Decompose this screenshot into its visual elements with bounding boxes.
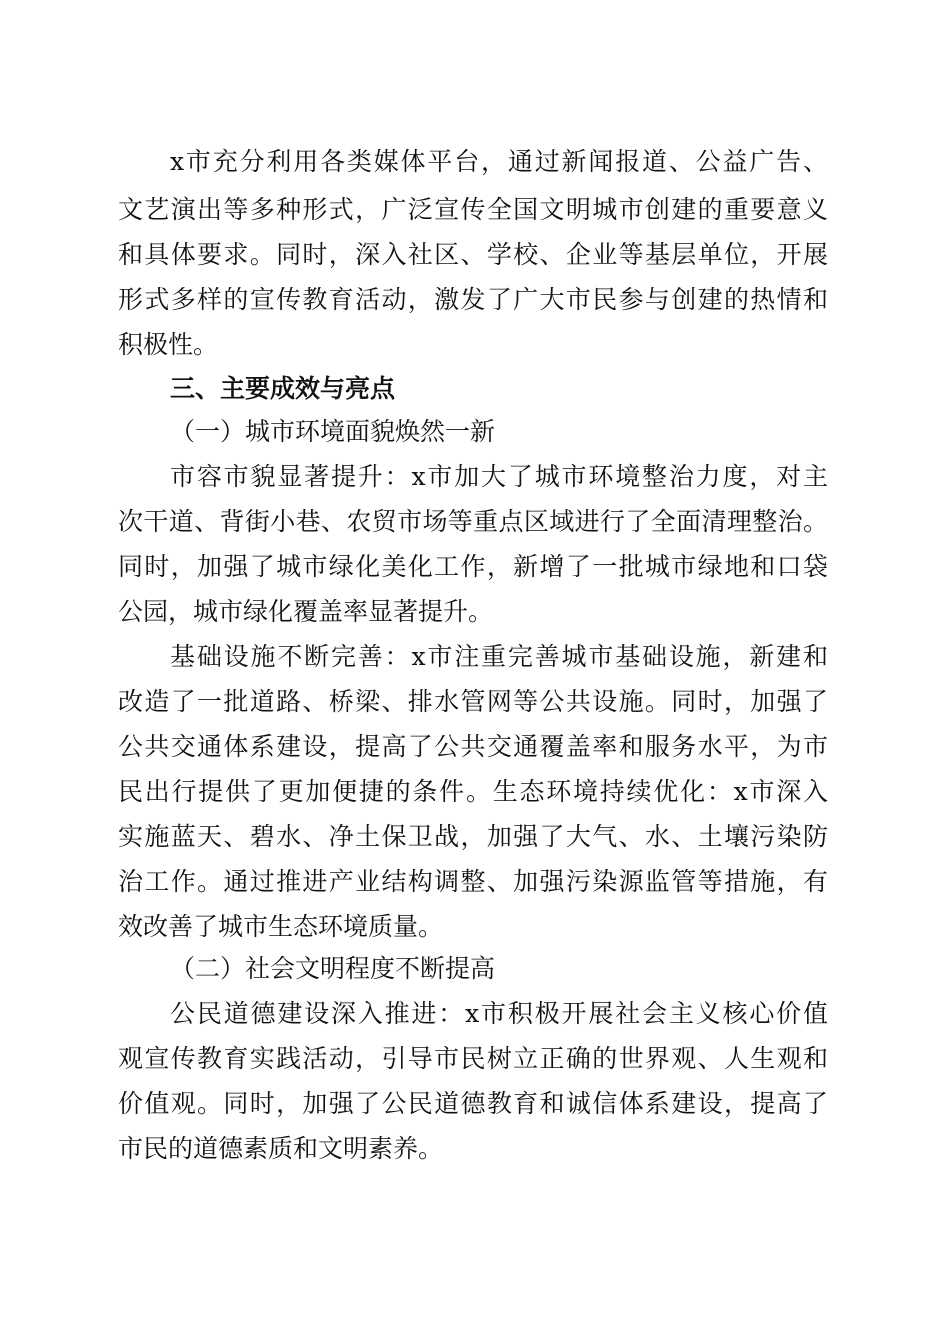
paragraph-4-line-4: 市民的道德素质和文明素养。: [118, 1134, 444, 1163]
paragraph-3-line-7: 效改善了城市生态环境质量。: [118, 912, 444, 941]
paragraph-3-line-5: 实施蓝天、碧水、净土保卫战，加强了大气、水、土壤污染防: [118, 822, 828, 851]
paragraph-2-line-3: 同时，加强了城市绿化美化工作，新增了一批城市绿地和口袋: [118, 552, 828, 581]
paragraph-3-line-2: 改造了一批道路、桥梁、排水管网等公共设施。同时，加强了: [118, 687, 828, 716]
paragraph-1-line-1: x市充分利用各类媒体平台，通过新闻报道、公益广告、: [170, 147, 828, 176]
paragraph-4-line-3: 价值观。同时，加强了公民道德教育和诚信体系建设，提高了: [118, 1089, 828, 1118]
paragraph-4-line-1: 公民道德建设深入推进：x市积极开展社会主义核心价值: [170, 999, 828, 1028]
paragraph-3-line-6: 治工作。通过推进产业结构调整、加强污染源监管等措施，有: [118, 867, 828, 896]
paragraph-4-line-2: 观宣传教育实践活动，引导市民树立正确的世界观、人生观和: [118, 1044, 828, 1073]
paragraph-3-line-3: 公共交通体系建设，提高了公共交通覆盖率和服务水平，为市: [118, 732, 828, 761]
paragraph-1-line-3: 和具体要求。同时，深入社区、学校、企业等基层单位，开展: [118, 240, 828, 269]
paragraph-2-line-2: 次干道、背街小巷、农贸市场等重点区域进行了全面清理整治。: [118, 507, 828, 536]
section-3-heading: 三、主要成效与亮点: [170, 374, 396, 403]
paragraph-1-line-5: 积极性。: [118, 330, 219, 359]
paragraph-3-line-4: 民出行提供了更加便捷的条件。生态环境持续优化：x市深入: [118, 777, 828, 806]
paragraph-2-line-1: 市容市貌显著提升：x市加大了城市环境整治力度，对主: [170, 462, 828, 491]
paragraph-1-line-4: 形式多样的宣传教育活动，激发了广大市民参与创建的热情和: [118, 285, 828, 314]
paragraph-3-line-1: 基础设施不断完善：x市注重完善城市基础设施，新建和: [170, 642, 828, 671]
subsection-2-heading: （二）社会文明程度不断提高: [170, 954, 496, 983]
paragraph-1-line-2: 文艺演出等多种形式，广泛宣传全国文明城市创建的重要意义: [118, 195, 828, 224]
subsection-1-heading: （一）城市环境面貌焕然一新: [170, 417, 496, 446]
paragraph-2-line-4: 公园，城市绿化覆盖率显著提升。: [118, 597, 494, 626]
